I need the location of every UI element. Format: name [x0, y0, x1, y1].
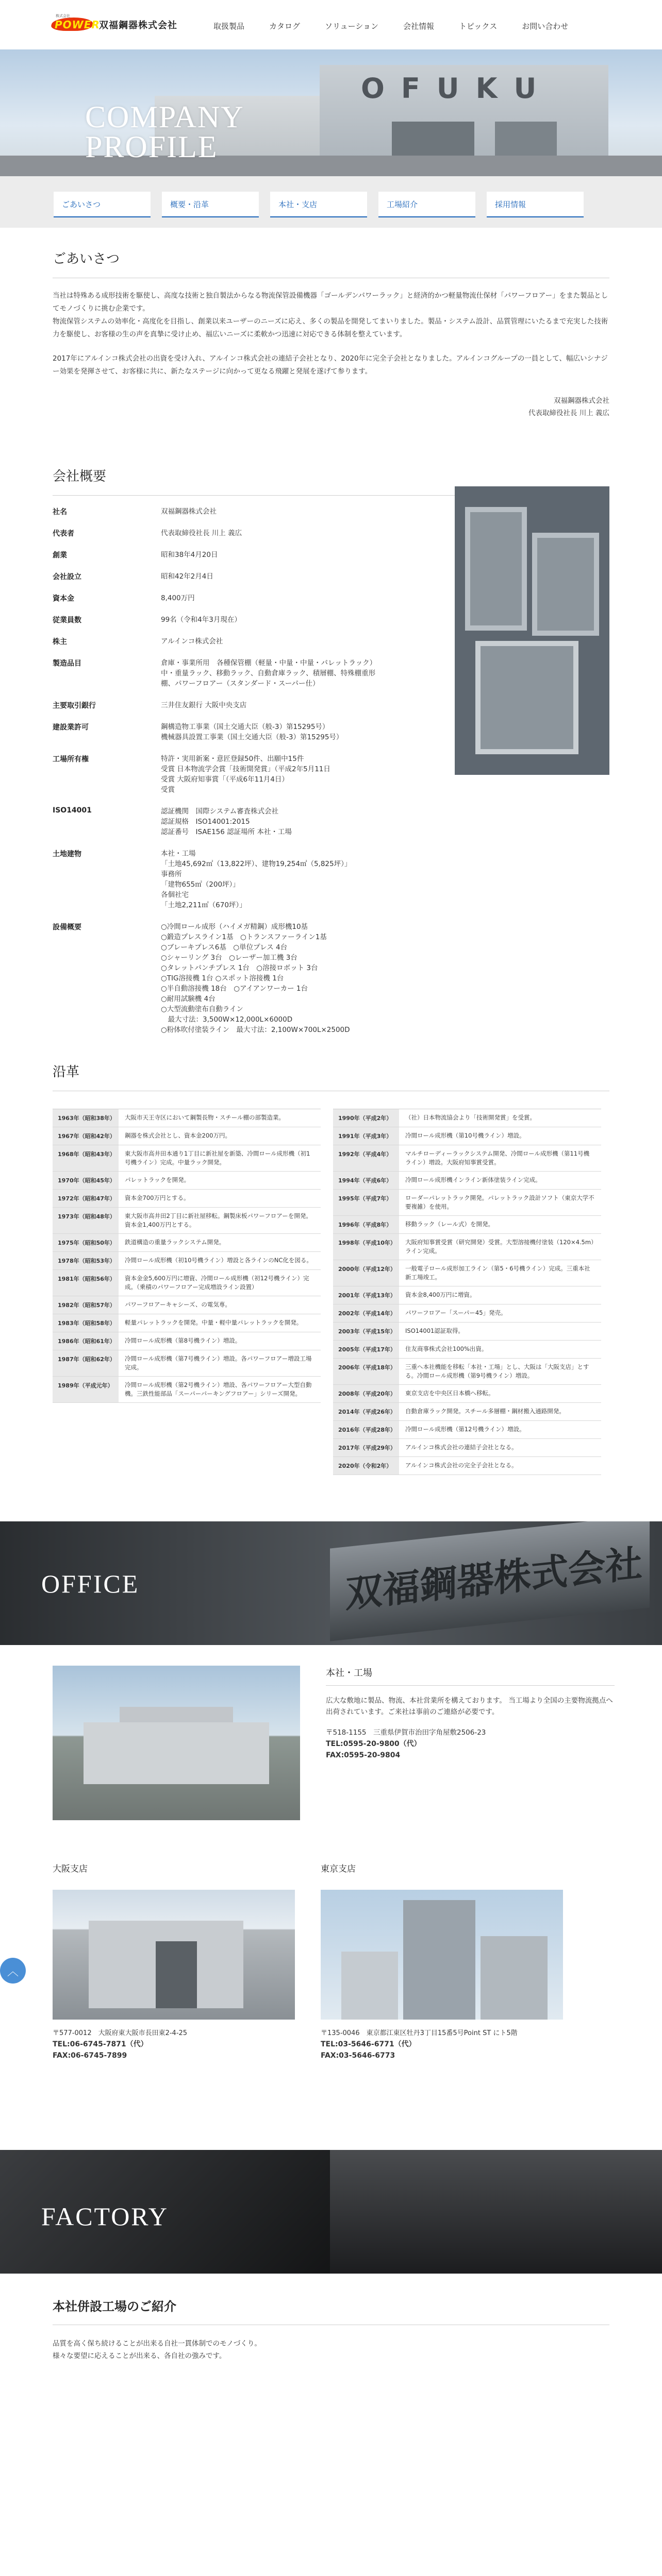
history-heading: 沿革 [53, 1061, 609, 1091]
nav-company[interactable]: 会社情報 [403, 22, 434, 31]
factory-photo-right [330, 2150, 662, 2274]
tokyo-branch-name: 東京支店 [321, 1864, 356, 1874]
history-table-left [53, 1109, 321, 1475]
history-event: 東大阪市高井田本通り1丁目に新社屋を新築、冷間ロール成形機（初1号機ライン）完成。中量ラック開発。 [125, 1150, 310, 1166]
history-row [333, 1145, 601, 1172]
history-year: 1989年（平成元年） [53, 1377, 119, 1402]
history-year: 2008年（平成20年） [333, 1385, 399, 1402]
history-row [333, 1127, 601, 1145]
hero-building-sign: O F U K U [361, 72, 537, 105]
history-event: マルチローディーラックシステム開発、冷間ロール成形機（第11号機ライン）増設。大阪府知事賞受賞。 [405, 1150, 590, 1166]
history-row [53, 1234, 321, 1252]
history-row [333, 1216, 601, 1234]
hero-title: COMPANY PROFILE [85, 100, 244, 164]
overview-row-value: 昭和42年2月4日 [161, 572, 213, 581]
overview-row [53, 716, 383, 748]
greeting-heading: ごあいさつ [53, 248, 609, 278]
history-row [333, 1260, 601, 1286]
history-year: 1987年（昭和62年） [53, 1350, 119, 1376]
overview-heading: 会社概要 [53, 466, 609, 496]
history-event: 冷間ロール成形機（第2号機ライン）増設、各パワーフロアー大型自動機。三鉄性能部品「スーパーパーキングフロアー」シリーズ開発。 [125, 1381, 312, 1397]
history-event: 冷間ロール成形機（第7号機ライン）増設。各パワーフロアー増設工場完成。 [125, 1355, 312, 1371]
hq-photo [53, 1666, 300, 1820]
history-row [333, 1385, 601, 1403]
subnav-recruit[interactable]: 採用情報 [487, 192, 584, 217]
history-event: 冷間ロール成形機（第8号機ライン）増設。 [125, 1337, 241, 1344]
history-year: 1963年（昭和38年） [53, 1109, 119, 1127]
overview-row-label: 従業員数 [53, 616, 81, 624]
nav-solution[interactable]: ソリューション [325, 22, 378, 31]
history-event: 冷間ロール成形機（初10号機ライン）増設と各ラインのNC化を図る。 [125, 1257, 312, 1264]
history-year: 2005年（平成17年） [333, 1341, 399, 1358]
overview-row [53, 916, 383, 1041]
history-event: 資本金700万円とする。 [125, 1194, 190, 1201]
history-row [53, 1208, 321, 1234]
overview-row-value: 倉庫・事業所用 各種保管棚（軽量・中量・中量・パレットラック）中・重量ラック、移動ラック、自動倉庫ラック、積層棚、特殊棚重形棚、パワーフロアー（スタンダード・スーパー仕） [161, 659, 377, 688]
history-year: 1978年（昭和53年） [53, 1252, 119, 1269]
factory-banner-title: FACTORY [41, 2202, 169, 2231]
overview-row-label: 製造品目 [53, 659, 81, 668]
history-row [333, 1421, 601, 1439]
overview-row-value: 8,400万円 [161, 594, 195, 602]
history-table-right [333, 1109, 601, 1475]
overview-row [53, 631, 383, 652]
nav-products[interactable]: 取扱製品 [213, 22, 245, 31]
history-year: 2006年（平成18年） [333, 1359, 399, 1384]
site-header [0, 0, 662, 49]
history-year: 2014年（平成26年） [333, 1403, 399, 1420]
overview-row [53, 801, 383, 843]
factory-section [53, 2274, 609, 2362]
history-year: 1990年（平成2年） [333, 1109, 399, 1127]
history-row [53, 1190, 321, 1208]
overview-row-label: ISO14001 [53, 806, 92, 815]
office-banner [0, 1521, 662, 1645]
history-row [333, 1190, 601, 1216]
overview-row [53, 748, 383, 801]
tokyo-branch-tel: TEL:03-5646-6771（代） [321, 2040, 416, 2048]
overview-row [53, 694, 383, 716]
tokyo-branch [321, 1861, 563, 2061]
osaka-branch-fax: FAX:06-6745-7899 [53, 2052, 127, 2060]
site-logo[interactable] [52, 13, 177, 36]
logo-mark: 株式会社 POWER [52, 13, 93, 36]
overview-row-value: アルインコ株式会社 [161, 637, 223, 646]
subnav-overview-history[interactable]: 概要・沿革 [162, 192, 259, 217]
history-row [53, 1332, 321, 1350]
history-year: 1967年（昭和42年） [53, 1127, 119, 1145]
greeting-paragraph-1b: 物流保管システムの効率化・高度化を目指し、創業以来ユーザーのニーズに応え、多くの製品を開発してまいりました。製品・システム設計、品質管理にいたるまで充実した技術力を駆使し、お客様の生の声を真摯に受け止め、福広いニーズに柔軟かつ迅速に対応できる体制を整えています。 [53, 317, 608, 338]
history-event: アルインコ株式会社の完全子会社となる。 [405, 1462, 518, 1469]
history-year: 1994年（平成6年） [333, 1172, 399, 1189]
history-event: パレットラックを開発。 [125, 1176, 190, 1183]
overview-row [53, 843, 383, 916]
overview-row-value: 鋼構造物工事業（国土交通大臣（般-3）第15295号） 機械器具設置工事業（国土交通大臣（般-3）第15295号） [161, 723, 343, 741]
history-year: 1995年（平成7年） [333, 1190, 399, 1215]
company-name: 双福鋼器株式会社 [99, 20, 177, 31]
overview-row [53, 501, 383, 522]
history-row [53, 1145, 321, 1172]
history-row [53, 1109, 321, 1127]
history-event: 冷間ロール成形機（第10号機ライン）増設。 [405, 1132, 525, 1139]
history-row [333, 1323, 601, 1341]
overview-table [53, 501, 383, 1041]
history-section [53, 1041, 609, 1475]
history-event: 移動ラック（レール式）を開発。 [405, 1221, 494, 1228]
history-row [53, 1172, 321, 1190]
history-event: パワーフロアー「スーパー45」発売。 [405, 1309, 507, 1316]
overview-row-label: 設備概要 [53, 923, 81, 931]
history-year: 1986年（昭和61年） [53, 1332, 119, 1350]
history-year: 1998年（平成10年） [333, 1234, 399, 1260]
history-year: 1975年（昭和50年） [53, 1234, 119, 1251]
history-event: ISO14001認証取得。 [405, 1327, 464, 1334]
history-row [333, 1286, 601, 1304]
history-event: 一般電子ロール成形加工ライン（第5・6号機ライン）完成。三重本社新工場竣工。 [405, 1265, 590, 1281]
history-row [333, 1403, 601, 1421]
osaka-branch-tel: TEL:06-6745-7871（代） [53, 2040, 148, 2048]
history-row [333, 1439, 601, 1457]
history-year: 1982年（昭和57年） [53, 1296, 119, 1314]
history-year: 2016年（平成28年） [333, 1421, 399, 1438]
history-event: 軽量パレットラックを開発。中量・軽中量パレットラックを開発。 [125, 1319, 303, 1326]
history-event: ローダーパレットラック開発。パレットラック設計ソフト（東京大学不要複雑）を使用。 [405, 1194, 594, 1210]
subnav-greeting[interactable]: ごあいさつ [54, 192, 151, 217]
overview-row-value: 99名（令和4年3月現在） [161, 616, 241, 624]
tokyo-branch-address: 〒135-0046 東京都江東区牡丹3丁目15番5号Point ST にト5階 [321, 2029, 518, 2037]
history-row [53, 1377, 321, 1403]
overview-section [53, 419, 609, 1041]
overview-row-label: 株主 [53, 638, 67, 646]
hq-section [53, 1645, 613, 1861]
history-row [333, 1341, 601, 1359]
history-event: 鉄道構造の重量ラックシステム開発。 [125, 1239, 225, 1246]
history-row [53, 1270, 321, 1296]
history-event: 資本金金5,600万円に増資、冷間ロール成形機（初12号機ライン）完成。（乗積のパワーフロアー完成増設ライン設置） [125, 1275, 309, 1291]
nav-catalog[interactable]: カタログ [269, 22, 301, 31]
history-event: 冷間ロール成形機（第12号機ライン）増設。 [405, 1426, 525, 1433]
overview-row-label: 社名 [53, 508, 67, 516]
history-year: 1972年（昭和47年） [53, 1190, 119, 1207]
hq-tel: TEL:0595-20-9800（代） [326, 1740, 421, 1748]
overview-row-label: 会社設立 [53, 573, 81, 581]
osaka-branch-photo [53, 1890, 295, 2020]
overview-row-label: 建設業許可 [53, 723, 89, 732]
history-year: 1983年（昭和58年） [53, 1314, 119, 1332]
factory-banner [0, 2150, 662, 2274]
history-year: 1970年（昭和45年） [53, 1172, 119, 1189]
history-event: 東大阪市高井田2丁目に新社屋移転。鋼製床板パワーフロアーを開発。資本金1,400万円とする。 [125, 1212, 312, 1228]
history-event: 自動倉庫ラック開発。スチール多層棚・鋼材搬入通路開発。 [405, 1408, 565, 1415]
history-year: 1992年（平成4年） [333, 1145, 399, 1171]
overview-row-label: 代表者 [53, 530, 74, 538]
greeting-section [53, 228, 609, 419]
overview-row-label: 土地建物 [53, 850, 81, 858]
history-row [333, 1234, 601, 1260]
overview-row [53, 522, 383, 544]
overview-row-value: 昭和38年4月20日 [161, 551, 218, 559]
history-year: 1968年（昭和43年） [53, 1145, 119, 1171]
history-row [53, 1127, 321, 1145]
chevron-up-icon: ︿ [7, 1965, 19, 1978]
back-to-top-button[interactable] [0, 1958, 26, 1984]
overview-row [53, 587, 383, 609]
history-row [333, 1304, 601, 1323]
overview-row [53, 652, 383, 694]
branches-section [53, 1861, 609, 2150]
history-event: 冷間ロール成形機インライン新体塗装ライン完成。 [405, 1176, 541, 1183]
history-event: 東京支店を中央区日本橋へ移転。 [405, 1389, 494, 1397]
history-row [333, 1359, 601, 1385]
hq-fax: FAX:0595-20-9804 [326, 1751, 401, 1759]
history-row [333, 1109, 601, 1127]
osaka-branch-name: 大阪支店 [53, 1864, 88, 1874]
logo-text [99, 18, 177, 31]
history-event: アルインコ株式会社の連結子会社となる。 [405, 1444, 518, 1451]
nav-contact[interactable]: お問い合わせ [522, 22, 569, 31]
steel-products-image [455, 486, 609, 775]
overview-row-label: 主要取引銀行 [53, 702, 96, 710]
history-year: 2001年（平成13年） [333, 1286, 399, 1304]
history-event: 大阪府知事賞受賞（研究開発）受賞。大型溶接機付塗装（120×4.5m）ライン完成。 [405, 1239, 594, 1255]
history-year: 2000年（平成12年） [333, 1260, 399, 1286]
overview-row-value: 三井住友銀行 大阪中央支店 [161, 701, 247, 709]
greeting-paragraph-2: 2017年にアルインコ株式会社の出資を受け入れ、アルインコ株式会社の連結子会社となり、2020年に完全子会社となりました。アルインコグループの一員として、幅広いシナジー効果を発揮させて、お客様に共に、新たなステージに向かって更なる飛躍と発展を遂げて参ります。 [53, 354, 608, 376]
factory-description: 品質を高く保ち続けることが出来る自社一貫体制でのモノづくり。 様々な要望に応えることが出来る、各自社の強みです。 [53, 2340, 261, 2360]
overview-row [53, 544, 383, 566]
history-year: 1991年（平成3年） [333, 1127, 399, 1145]
overview-row [53, 609, 383, 631]
overview-row-value: 本社・工場 「土地45,692㎡（13,822坪）、建物19,254㎡（5,825坪）」 事務所 「建物655㎡（200坪）」 各個社宅 「土地2,211㎡（670坪）」 [161, 850, 352, 909]
overview-row [53, 566, 383, 587]
hq-name: 本社・工場 [326, 1666, 615, 1686]
subnav-factory[interactable]: 工場紹介 [378, 192, 475, 217]
hq-info [326, 1666, 615, 1761]
greeting-signature: 双福鋼器株式会社 代表取締役社長 川上 義広 [528, 397, 609, 417]
osaka-branch [53, 1861, 295, 2061]
hq-address: 〒518-1155 三重県伊賀市治田字角屋敷2506-23 [326, 1728, 486, 1737]
history-row [53, 1296, 321, 1314]
history-row [53, 1314, 321, 1332]
hq-description: 広大な敷地に製品、物流、本社営業所を構えております。 当工場より全国の主要物流拠点へ出荷されています。ご来社は事前のご連絡が必要です。 [326, 1697, 613, 1716]
history-event: 資本金8,400万円に増資。 [405, 1291, 476, 1298]
overview-row-label: 創業 [53, 551, 67, 560]
history-event: 三重ヘ本社機能を移転「本社・工場」とし、大阪は「大阪支店」とする。冷間ロール成形機（第9号機ライン）増設。 [405, 1363, 589, 1379]
overview-row-value: 双福鋼器株式会社 [161, 507, 217, 516]
history-event: 住友商事株式会社100%出資。 [405, 1345, 488, 1352]
history-event: （社）日本物流協会より「技術開発賞」を受賞。 [405, 1114, 536, 1121]
hero-banner [0, 49, 662, 176]
overview-row-label: 資本金 [53, 595, 74, 603]
history-row [53, 1252, 321, 1270]
history-year: 2020年（令和2年） [333, 1457, 399, 1475]
osaka-branch-address: 〒577-0012 大阪府東大阪市長田東2-4-25 [53, 2029, 188, 2037]
nav-topics[interactable]: トピックス [459, 22, 498, 31]
office-banner-title: OFFICE [41, 1569, 140, 1598]
history-year: 2003年（平成15年） [333, 1323, 399, 1340]
tokyo-branch-fax: FAX:03-5646-6773 [321, 2052, 395, 2060]
overview-row-value: ○冷間ロール成形（ハイメガ精鋼）成形機10基 ○鍛造プレスライン1基 ○トランスファーライン1基 ○ブレーキプレス6基 ○単位プレス 4台 ○シャーリング 3台 ○レーザー加工機 3台 ○タレットパンチプレス 1台 ○溶接ロボット 3台 ○TIG溶接機 1台 ○スポット溶接機 1台 ○半自動溶接機 18台 ○アイアンワーカー 1台 ○耐用試験機 4台 ○大型流動塗布自動ライン 最大寸法：3,500W×12,000L×6000D ○粉体吹付塗装ライン 最大寸法：2,100W×700L×2500D [161, 923, 350, 1034]
overview-row-value: 特許・実用新案・意匠登録50件、出願中15件 受賞 日本物流学会賞「技術開発賞」（平成2年5月11日 受賞 大阪府知事賞「（平成6年11月4日） 受賞 [161, 755, 330, 794]
history-row [333, 1457, 601, 1475]
history-row [333, 1172, 601, 1190]
history-year: 2002年（平成14年） [333, 1304, 399, 1322]
history-event: パワーフロアーキャシーズ、の電気専。 [125, 1301, 231, 1308]
overview-row-value: 代表取締役社長 川上 義広 [161, 529, 242, 537]
history-year: 1996年（平成8年） [333, 1216, 399, 1233]
overview-row-label: 工場所有権 [53, 755, 89, 764]
office-sign-image: 双福鋼器株式会社 [330, 1521, 650, 1641]
sub-nav [0, 176, 662, 228]
history-year: 1973年（昭和48年） [53, 1208, 119, 1233]
history-row [53, 1350, 321, 1377]
greeting-paragraph-1: 当社は特殊ある成形技術を駆使し、高度な技術と独自製法からなる物流保管設備機器「ゴールデンパワーラック」と経済的かつ軽量物流仕保材「パワーフロアー」をまた製品としてモノづくりに挑む企業です。 [53, 292, 608, 313]
history-year: 1981年（昭和56年） [53, 1270, 119, 1296]
history-event: 大阪市天王寺区において鋼製長物・スチール棚の部製造業。 [125, 1114, 285, 1121]
factory-heading: 本社併設工場のご紹介 [53, 2296, 609, 2325]
global-nav [201, 21, 581, 31]
history-year: 2017年（平成29年） [333, 1439, 399, 1456]
history-event: 鋼器を株式会社とし、資本金200万円。 [125, 1132, 231, 1139]
tokyo-branch-photo [321, 1890, 563, 2020]
overview-row-value: 認証機関 国際システム審査株式会社 認証規格 ISO14001:2015 認証番号 ISAE156 認証場所 本社・工場 [161, 807, 292, 836]
subnav-office[interactable]: 本社・支店 [270, 192, 367, 217]
